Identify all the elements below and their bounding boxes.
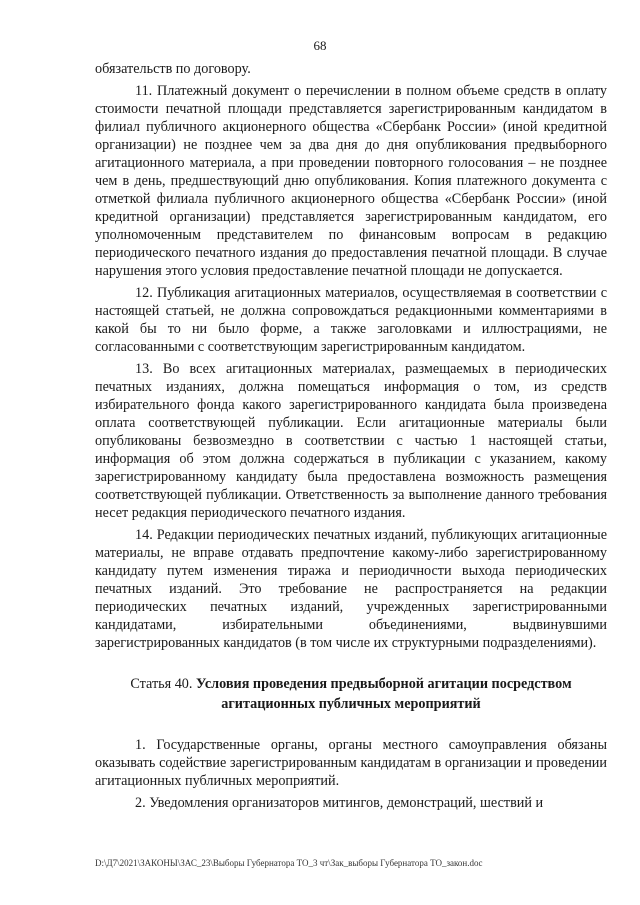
paragraph: 11. Платежный документ о перечислении в полном объеме средств в оплату стоимости печатной площади представляется зарегистрированным кандидатом в филиал публичного акционерного общества «Сбербанк России» (иной кредитной организации) не позднее чем за два дня до дня опубликования предвыборного агитационного материала, а при проведении повторного голосования – не позднее чем в день, предшествующий дню опубликования. Копия платежного документа с отметкой филиала публичного акционерного общества «Сбербанк России» (иной кредитной организации) представляется зарегистрированным кандидатом, его уполномоченным представителем по финансовым вопросам в редакцию периодического печатного издания до предоставления печатной площади. В случае нарушения этого условия предоставление печатной площади не допускается.	[95, 83, 607, 279]
paragraph: 12. Публикация агитационных материалов, осуществляемая в соответствии с настоящей статьей, не должна сопровождаться редакционными комментариями в какой бы то ни было форме, а также заголовками и иллюстрациями, не согласованными с соответствующим зарегистрированным кандидатом.	[95, 285, 607, 355]
article-heading	[95, 674, 607, 714]
paragraph: обязательств по договору.	[95, 61, 251, 77]
article-prefix: Статья 40.	[130, 676, 193, 692]
paragraphs-after	[95, 736, 607, 812]
article-title: Условия проведения предвыборной агитации посредством агитационных публичных мероприятий	[196, 676, 572, 712]
document-body	[95, 60, 607, 816]
paragraphs-before	[95, 60, 607, 652]
paragraph: 13. Во всех агитационных материалах, размещаемых в периодических печатных изданиях, должна помещаться информация о том, из средств избирательного фонда какого зарегистрированного кандидата была произведена оплата соответствующей публикации. Если агитационные материалы были опубликованы безвозмездно в соответствии с частью 1 настоящей статьи, информация об этом должна содержаться в публикации с указанием, какому зарегистрированному кандидату была предоставлена возможность размещения соответствующей публикации. Ответственность за выполнение данного требования несет редакция периодического печатного издания.	[95, 361, 607, 521]
paragraph: 2. Уведомления организаторов митингов, демонстраций, шествий и	[135, 795, 544, 811]
paragraph: 14. Редакции периодических печатных изданий, публикующих агитационные материалы, не вправе отдавать предпочтение какому-либо зарегистрированному кандидату путем изменения тиража и периодичности выхода периодических печатных изданий. Это требование не распространяется на редакции периодических печатных изданий, учрежденных зарегистрированными кандидатами, избирательными объединениями, выдвинувшими зарегистрированных кандидатов (в том числе их структурными подразделениями).	[95, 527, 607, 651]
file-path-footer: D:\Д7\2021\ЗАКОНЫ\ЗАС_23\Выборы Губернатора ТО_3 чт\Зак_выборы Губернатора ТО_закон.doc	[95, 858, 483, 868]
page-number: 68	[313, 38, 327, 53]
paragraph: 1. Государственные органы, органы местного самоуправления обязаны оказывать содействие зарегистрированным кандидатам в организации и проведении агитационных публичных мероприятий.	[95, 737, 607, 789]
